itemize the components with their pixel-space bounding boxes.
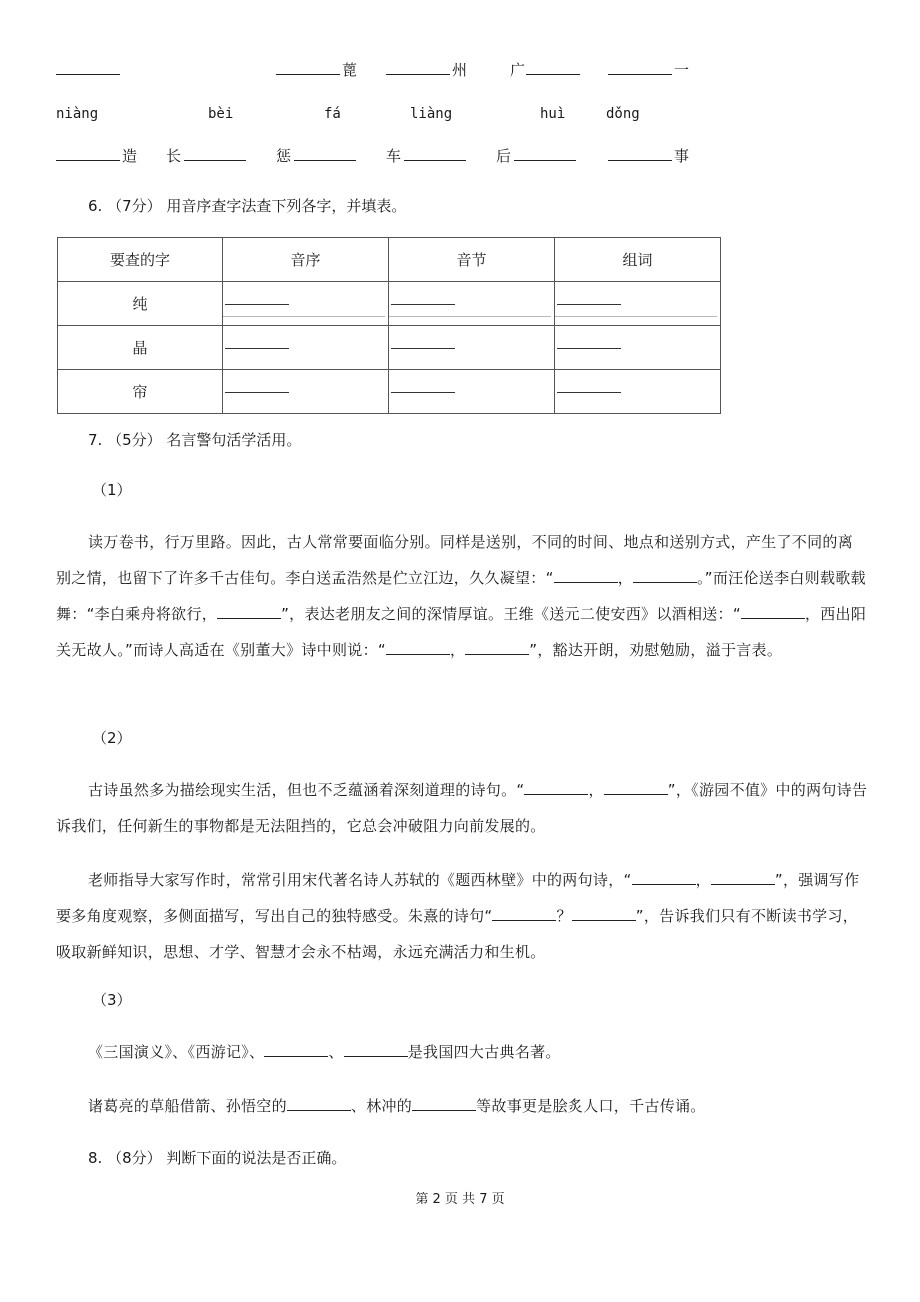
answer-blank[interactable] xyxy=(608,60,672,80)
answer-blank[interactable] xyxy=(604,778,668,795)
question-7-header: 7. （5分） 名言警句活学活用。 xyxy=(88,431,302,449)
paragraph-5: 诸葛亮的草船借箭、孙悟空的 、林冲的 等故事更是脍炙人口，千古传诵。 xyxy=(56,1088,868,1124)
answer-blank[interactable] xyxy=(633,566,697,583)
answer-blank[interactable] xyxy=(264,1040,328,1057)
pinyin-row xyxy=(56,104,876,126)
paragraph-3: 老师指导大家写作时，常常引用宋代著名诗人苏轼的《题西林壁》中的两句诗，“ ， ”，强调写作要多角度观察，多侧面描写，写出自己的独特感受。朱熹的诗句“ ？ ”，告诉我们只有不断读书学习，吸取新鲜知识，思想、才学、智慧才会永不枯竭，永远充满活力和生机。 xyxy=(56,862,868,970)
answer-blank[interactable] xyxy=(184,146,246,166)
answer-blank[interactable] xyxy=(632,868,696,885)
answer-cell[interactable] xyxy=(389,282,555,326)
part-2-label: （2） xyxy=(92,729,132,747)
answer-cell[interactable] xyxy=(223,282,389,326)
char-cell: 晶 xyxy=(58,326,223,370)
answer-blank[interactable] xyxy=(711,868,775,885)
answer-cell[interactable] xyxy=(223,370,389,414)
paragraph-2: 古诗虽然多为描绘现实生活，但也不乏蕴涵着深刻道理的诗句。“ ， ”，《游园不值》中的两句诗告诉我们，任何新生的事物都是无法阻挡的，它总会冲破阻力向前发展的。 xyxy=(56,772,868,844)
answer-blank[interactable] xyxy=(554,566,618,583)
answer-blank[interactable] xyxy=(514,146,576,166)
answer-blank[interactable] xyxy=(344,1040,408,1057)
answer-cell[interactable] xyxy=(223,326,389,370)
char-label: 蓖 xyxy=(342,61,358,79)
answer-blank[interactable] xyxy=(404,146,466,166)
answer-cell[interactable] xyxy=(555,370,721,414)
word-label: 事 xyxy=(674,147,690,165)
pinyin-item: bèi xyxy=(208,106,234,122)
column-header: 音序 xyxy=(223,238,389,282)
answer-blank[interactable] xyxy=(741,602,805,619)
table-header-row xyxy=(58,238,721,282)
column-header: 音节 xyxy=(389,238,555,282)
pinyin-item: niàng xyxy=(56,106,99,122)
question-6-header: 6. （7分） 用音序查字法查下列各字，并填表。 xyxy=(88,197,407,215)
char-cell: 纯 xyxy=(58,282,223,326)
answer-blank[interactable] xyxy=(294,146,356,166)
answer-cell[interactable] xyxy=(389,370,555,414)
pinyin-item: fá xyxy=(324,106,341,122)
char-label: 广 xyxy=(510,61,526,79)
answer-blank[interactable] xyxy=(465,638,529,655)
answer-blank[interactable] xyxy=(492,904,556,921)
word-label: 车 xyxy=(386,147,402,165)
pinyin-item: huì xyxy=(540,106,566,122)
answer-cell[interactable] xyxy=(389,326,555,370)
char-label: 一 xyxy=(674,61,690,79)
blank-row-1 xyxy=(56,60,876,82)
answer-cell[interactable] xyxy=(555,282,721,326)
answer-blank[interactable] xyxy=(412,1094,476,1111)
table-row xyxy=(58,370,721,414)
char-cell: 帘 xyxy=(58,370,223,414)
part-3-label: （3） xyxy=(92,991,132,1009)
word-label: 惩 xyxy=(276,147,292,165)
answer-blank[interactable] xyxy=(526,60,580,80)
paragraph-4: 《三国演义》、《西游记》、 、 是我国四大古典名著。 xyxy=(56,1034,868,1070)
table-row xyxy=(58,326,721,370)
answer-blank[interactable] xyxy=(217,602,281,619)
part-1-label: （1） xyxy=(92,481,132,499)
paragraph-1: 读万卷书，行万里路。因此，古人常常要面临分别。同样是送别，不同的时间、地点和送别方式，产生了不同的离别之情，也留下了许多千古佳句。李白送孟浩然是伫立江边，久久凝望：“ ， 。”而汪伦送李白则载歌载舞：“李白乘舟将欲行， ”，表达老朋友之间的深情厚谊。王维《送元二使安西》以酒相送：“ ，西出阳关无故人。”而诗人高适在《别董大》诗中则说：“ ， ”，豁达开朗，劝慰勉励，溢于言表。 xyxy=(56,533,867,659)
page-footer: 第 2 页 共 7 页 xyxy=(415,1192,505,1207)
char-label: 州 xyxy=(452,61,468,79)
answer-blank[interactable] xyxy=(524,778,588,795)
word-label: 后 xyxy=(496,147,512,165)
answer-cell[interactable] xyxy=(555,326,721,370)
pinyin-item: dǒng xyxy=(606,106,640,122)
answer-blank[interactable] xyxy=(287,1094,351,1111)
answer-blank[interactable] xyxy=(572,904,636,921)
answer-blank[interactable] xyxy=(386,638,450,655)
blank-row-2 xyxy=(56,146,876,168)
answer-blank[interactable] xyxy=(56,146,120,166)
pinyin-item: liàng xyxy=(410,106,453,122)
table-row xyxy=(58,282,721,326)
answer-blank[interactable] xyxy=(56,60,120,80)
answer-blank[interactable] xyxy=(608,146,672,166)
word-label: 造 xyxy=(122,147,138,165)
word-label: 长 xyxy=(166,147,182,165)
question-8-header: 8. （8分） 判断下面的说法是否正确。 xyxy=(88,1149,347,1167)
column-header: 组词 xyxy=(555,238,721,282)
lookup-table xyxy=(57,237,721,414)
column-header: 要查的字 xyxy=(58,238,223,282)
answer-blank[interactable] xyxy=(386,60,450,80)
answer-blank[interactable] xyxy=(276,60,340,80)
